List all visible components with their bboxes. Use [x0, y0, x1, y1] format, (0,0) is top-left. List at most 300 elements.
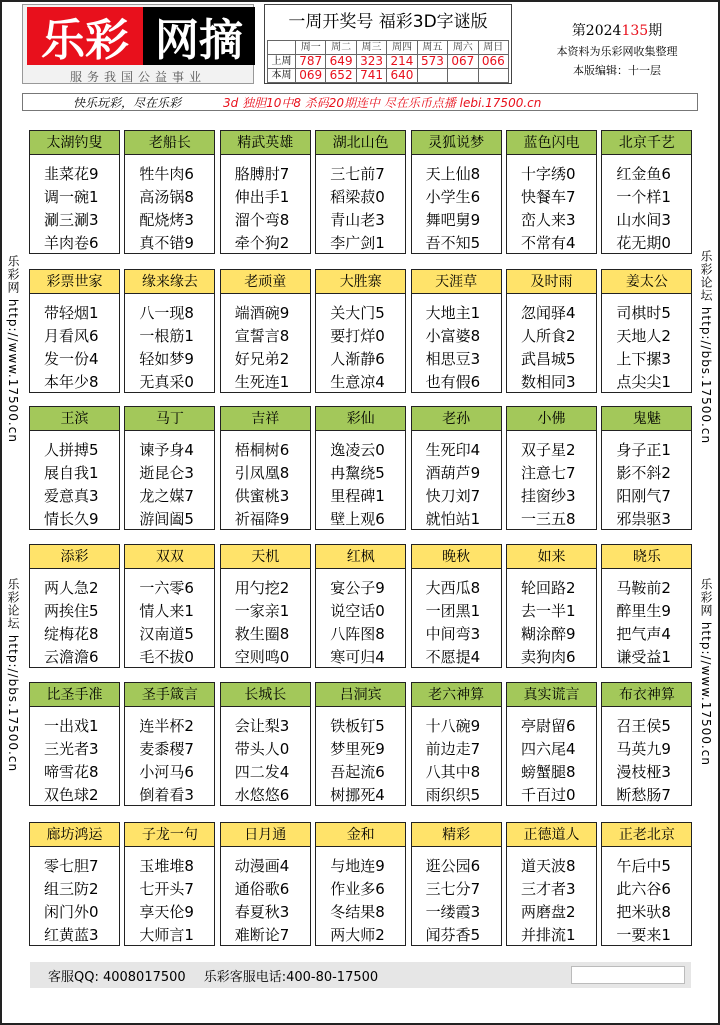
puzzle-cell-title: 鬼魅: [602, 407, 691, 431]
puzzle-cell: [29, 822, 120, 946]
puzzle-line: 三七前7: [330, 165, 385, 183]
puzzle-line: 带头人0: [234, 740, 290, 758]
puzzle-line: 一要来1: [616, 926, 671, 944]
puzzle-line: 真不错9: [139, 234, 194, 252]
puzzle-cell: [601, 822, 692, 946]
puzzle-line: 连半杯2: [139, 717, 194, 735]
puzzle-cell-body: [30, 569, 119, 669]
puzzle-line: 天上仙8: [425, 165, 481, 183]
puzzle-line: 一六零6: [139, 579, 194, 597]
puzzle-cell-body: [316, 155, 405, 255]
issue-number: 135: [621, 23, 649, 39]
puzzle-cell-body: [412, 294, 501, 394]
puzzle-line: 快餐车7: [521, 188, 576, 206]
puzzle-line: 午后中5: [616, 857, 671, 875]
puzzle-cell-body: [221, 847, 310, 947]
puzzle-line: 断愁肠7: [616, 786, 671, 804]
puzzle-line: 三光者3: [44, 740, 99, 758]
puzzle-cell-title: 湖北山色: [316, 131, 405, 155]
puzzle-cell-body: [507, 569, 596, 669]
puzzle-line: 吾不知5: [425, 234, 481, 252]
this-week-row: [268, 69, 509, 83]
puzzle-cell-body: [125, 431, 214, 531]
puzzle-cell-body: [602, 569, 691, 669]
puzzle-line: 四六尾4: [521, 740, 576, 758]
puzzle-line: 红金鱼6: [616, 165, 671, 183]
last-week-label: 上周: [268, 55, 296, 69]
issue-note: 本资料为乐彩网收集整理: [556, 45, 678, 58]
puzzle-line: 快刀刘7: [425, 487, 481, 505]
weekly-draw-panel: [264, 4, 512, 84]
puzzle-line: 司棋时5: [616, 304, 671, 322]
puzzle-line: 人所食2: [521, 327, 576, 345]
banner-slogan: 快乐玩彩，尽在乐彩: [73, 95, 182, 110]
weekday-label: 周四: [387, 41, 417, 55]
puzzle-line: 倒着看3: [139, 786, 194, 804]
puzzle-cell-body: [316, 707, 405, 807]
puzzle-cell-title: 小佛: [507, 407, 596, 431]
puzzle-line: 糊涂醉9: [521, 625, 576, 643]
puzzle-cell: [601, 544, 692, 668]
puzzle-line: 冉黧绕5: [330, 464, 385, 482]
puzzle-cell-title: 缘来缘去: [125, 270, 214, 294]
weekly-draw-table: [267, 40, 509, 83]
puzzle-line: 动漫画4: [234, 857, 290, 875]
draw-number: 652: [326, 69, 356, 83]
puzzle-cell-body: [125, 155, 214, 255]
puzzle-line: 牵个狗2: [234, 234, 290, 252]
puzzle-line: 一缕霞3: [425, 903, 481, 921]
puzzle-cell: [506, 406, 597, 530]
puzzle-line: 数相同3: [521, 373, 576, 391]
puzzle-cell-body: [602, 847, 691, 947]
puzzle-line: 会让梨3: [234, 717, 290, 735]
side-text-right-bottom[interactable]: 乐彩网 http://www.17500.cn: [699, 578, 713, 766]
logo-text-red: 乐彩: [27, 7, 143, 65]
puzzle-line: 卖狗肉6: [521, 648, 576, 666]
puzzle-cell: [315, 822, 406, 946]
puzzle-line: 壁上观6: [330, 510, 385, 528]
issue-editor: 本版编辑：十一层: [573, 64, 661, 77]
puzzle-line: 八一现8: [139, 304, 194, 322]
puzzle-line: 吾起流6: [330, 763, 385, 781]
corner-cell: [268, 41, 296, 55]
puzzle-cell: [220, 544, 311, 668]
puzzle-cell-body: [507, 155, 596, 255]
puzzle-cell: [601, 682, 692, 806]
puzzle-cell-body: [221, 294, 310, 394]
puzzle-line: 用勺挖2: [234, 579, 290, 597]
puzzle-cell-body: [507, 707, 596, 807]
puzzle-cell-body: [316, 294, 405, 394]
puzzle-line: 汉南道5: [139, 625, 194, 643]
puzzle-cell-title: 真实谎言: [507, 683, 596, 707]
puzzle-line: 调一碗1: [44, 188, 99, 206]
puzzle-line: 宴公子9: [330, 579, 385, 597]
draw-number: [417, 69, 447, 83]
puzzle-line: 四二发4: [234, 763, 290, 781]
puzzle-line: 宣誓言8: [234, 327, 290, 345]
puzzle-line: 高汤锅8: [139, 188, 194, 206]
puzzle-line: 寒可归4: [330, 648, 385, 666]
logo-text-black: 网摘: [143, 7, 255, 65]
puzzle-line: 羊肉卷6: [44, 234, 99, 252]
puzzle-line: 爱意真3: [44, 487, 99, 505]
draw-number: 066: [478, 55, 508, 69]
puzzle-cell-body: [412, 155, 501, 255]
puzzle-cell-title: 老六神算: [412, 683, 501, 707]
puzzle-line: 影不斜2: [616, 464, 671, 482]
puzzle-cell-title: 双双: [125, 545, 214, 569]
puzzle-cell-title: 灵狐说梦: [412, 131, 501, 155]
puzzle-cell: [124, 130, 215, 254]
draw-number: 069: [296, 69, 326, 83]
puzzle-line: 螃蟹腿8: [521, 763, 576, 781]
puzzle-line: 两磨盘2: [521, 903, 576, 921]
logo-row: [27, 7, 255, 65]
puzzle-line: 小富婆8: [425, 327, 481, 345]
puzzle-cell-title: 姜太公: [602, 270, 691, 294]
puzzle-line: 铁板钉5: [330, 717, 385, 735]
puzzle-cell: [506, 822, 597, 946]
puzzle-line: 稻梁菽0: [330, 188, 385, 206]
puzzle-line: 千百过0: [521, 786, 576, 804]
puzzle-line: 里程碑1: [330, 487, 385, 505]
puzzle-cell-title: 正德道人: [507, 823, 596, 847]
draw-number: 067: [448, 55, 478, 69]
puzzle-cell-body: [412, 847, 501, 947]
side-text-left-bottom[interactable]: 乐彩论坛 http://bbs.17500.cn: [6, 578, 20, 773]
this-week-label: 本周: [268, 69, 296, 83]
puzzle-line: 把米驮8: [616, 903, 671, 921]
puzzle-cell-body: [30, 431, 119, 531]
puzzle-line: 一三五8: [521, 510, 576, 528]
weekly-draw-title: 一周开奖号 福彩3D字谜版: [288, 12, 488, 32]
puzzle-line: 醉里生9: [616, 602, 671, 620]
puzzle-cell-title: 廊坊鸿运: [30, 823, 119, 847]
puzzle-cell-title: 精彩: [412, 823, 501, 847]
puzzle-line: 要打烊0: [330, 327, 385, 345]
puzzle-line: 玉堆堆8: [139, 857, 194, 875]
puzzle-line: 享天伦9: [139, 903, 194, 921]
puzzle-line: 伸出手1: [234, 188, 290, 206]
puzzle-cell-body: [412, 431, 501, 531]
puzzle-line: 峦人来3: [521, 211, 576, 229]
puzzle-line: 一团黑1: [425, 602, 481, 620]
draw-number: [448, 69, 478, 83]
puzzle-line: 两挨住5: [44, 602, 99, 620]
puzzle-cell-title: 红枫: [316, 545, 405, 569]
puzzle-line: 带轻烟1: [44, 304, 99, 322]
puzzle-cell: [411, 544, 502, 668]
puzzle-line: 空则鸣0: [234, 648, 290, 666]
puzzle-cell: [29, 544, 120, 668]
puzzle-line: 道天波8: [521, 857, 576, 875]
puzzle-cell: [601, 130, 692, 254]
puzzle-cell-body: [125, 707, 214, 807]
puzzle-line: 展自我1: [44, 464, 99, 482]
footer-blank-box: [571, 966, 685, 984]
puzzle-cell: [506, 130, 597, 254]
puzzle-line: 阳刚气7: [616, 487, 671, 505]
puzzle-cell-title: 老孙: [412, 407, 501, 431]
draw-number: 649: [326, 55, 356, 69]
weekday-header-row: [268, 41, 509, 55]
weekday-label: 周六: [448, 41, 478, 55]
puzzle-cell-body: [507, 431, 596, 531]
puzzle-line: 大师言1: [139, 926, 194, 944]
puzzle-cell: [411, 130, 502, 254]
puzzle-line: 春夏秋3: [234, 903, 290, 921]
puzzle-cell-title: 晓乐: [602, 545, 691, 569]
puzzle-cell: [506, 544, 597, 668]
puzzle-line: 忽闻驿4: [521, 304, 576, 322]
puzzle-line: 十字绣0: [521, 165, 576, 183]
puzzle-cell-title: 精武英雄: [221, 131, 310, 155]
puzzle-line: 涮三涮3: [44, 211, 99, 229]
puzzle-cell: [315, 269, 406, 393]
puzzle-cell-body: [125, 569, 214, 669]
puzzle-line: 毛不拔0: [139, 648, 194, 666]
puzzle-cell: [220, 682, 311, 806]
puzzle-cell-title: 布衣神算: [602, 683, 691, 707]
puzzle-line: 祈福降9: [234, 510, 290, 528]
puzzle-line: 不常有4: [521, 234, 576, 252]
puzzle-cell-title: 比圣手准: [30, 683, 119, 707]
issue-suffix: 期: [648, 23, 663, 39]
puzzle-line: 马英九9: [616, 740, 671, 758]
puzzle-cell: [506, 269, 597, 393]
puzzle-cell: [601, 406, 692, 530]
puzzle-cell-title: 马丁: [125, 407, 214, 431]
puzzle-line: 邪祟驱3: [616, 510, 671, 528]
customer-service-phone: 乐彩客服电话:400-80-17500: [203, 969, 379, 985]
puzzle-cell: [411, 269, 502, 393]
puzzle-cell-title: 彩仙: [316, 407, 405, 431]
puzzle-cell: [411, 682, 502, 806]
puzzle-cell-title: 老船长: [125, 131, 214, 155]
puzzle-line: 救生圈8: [234, 625, 290, 643]
puzzle-cell: [29, 406, 120, 530]
puzzle-cell-title: 圣手箴言: [125, 683, 214, 707]
weekday-label: 周日: [478, 41, 508, 55]
puzzle-cell-body: [412, 707, 501, 807]
puzzle-line: 挂窗纱3: [521, 487, 576, 505]
puzzle-line: 就怕站1: [425, 510, 481, 528]
puzzle-line: 八其中8: [425, 763, 481, 781]
puzzle-line: 零七胆7: [44, 857, 99, 875]
promo-banner[interactable]: [22, 93, 698, 111]
puzzle-line: 也有假6: [425, 373, 481, 391]
puzzle-line: 相思豆3: [425, 350, 481, 368]
puzzle-line: 把气声4: [616, 625, 671, 643]
draw-number: 640: [387, 69, 417, 83]
puzzle-cell-title: 天机: [221, 545, 310, 569]
puzzle-line: 情长久9: [44, 510, 99, 528]
puzzle-line: 小河马6: [139, 763, 194, 781]
puzzle-cell: [29, 269, 120, 393]
puzzle-cell-body: [30, 847, 119, 947]
puzzle-line: 上下摞3: [616, 350, 671, 368]
puzzle-cell: [220, 130, 311, 254]
puzzle-line: 无真采0: [139, 373, 194, 391]
puzzle-cell-title: 添彩: [30, 545, 119, 569]
draw-number: 787: [296, 55, 326, 69]
puzzle-cell-title: 吉祥: [221, 407, 310, 431]
puzzle-line: 闻芬香5: [425, 926, 481, 944]
puzzle-line: 并排流1: [521, 926, 576, 944]
puzzle-line: 双子星2: [521, 441, 576, 459]
puzzle-line: 大地主1: [425, 304, 481, 322]
puzzle-line: 不愿提4: [425, 648, 481, 666]
puzzle-line: 闲门外0: [44, 903, 99, 921]
puzzle-line: 两大师2: [330, 926, 385, 944]
puzzle-line: 韭菜花9: [44, 165, 99, 183]
puzzle-line: 逸凌云0: [330, 441, 385, 459]
puzzle-line: 马鞍前2: [616, 579, 671, 597]
weekday-label: 周三: [356, 41, 386, 55]
puzzle-cell: [315, 406, 406, 530]
side-text-right-top[interactable]: 乐彩论坛 http://bbs.17500.cn: [699, 250, 713, 445]
puzzle-cell-body: [602, 294, 691, 394]
last-week-row: [268, 55, 509, 69]
footer-bar: [30, 962, 691, 988]
weekday-label: 周五: [417, 41, 447, 55]
draw-number: [478, 69, 508, 83]
puzzle-line: 通俗歌6: [234, 880, 290, 898]
puzzle-line: 七开头7: [139, 880, 194, 898]
puzzle-cell-title: 老顽童: [221, 270, 310, 294]
puzzle-cell: [220, 406, 311, 530]
puzzle-line: 与地连9: [330, 857, 385, 875]
side-text-left-top[interactable]: 乐彩网 http://www.17500.cn: [6, 255, 20, 443]
puzzle-line: 青山老3: [330, 211, 385, 229]
puzzle-cell-body: [412, 569, 501, 669]
puzzle-line: 此六谷6: [616, 880, 671, 898]
puzzle-cell-body: [125, 294, 214, 394]
puzzle-line: 前边走7: [425, 740, 481, 758]
puzzle-line: 李广剑1: [330, 234, 385, 252]
puzzle-line: 中间弯3: [425, 625, 481, 643]
site-logo[interactable]: [22, 4, 254, 84]
puzzle-line: 生死连1: [234, 373, 290, 391]
puzzle-line: 大西瓜8: [425, 579, 481, 597]
puzzle-line: 龙之媒7: [139, 487, 194, 505]
issue-info: [520, 4, 714, 84]
puzzle-cell-body: [316, 847, 405, 947]
puzzle-line: 舞吧舅9: [425, 211, 481, 229]
puzzle-line: 说空话0: [330, 602, 385, 620]
puzzle-cell-body: [125, 847, 214, 947]
puzzle-cell-body: [30, 294, 119, 394]
puzzle-line: 本年少8: [44, 373, 99, 391]
puzzle-line: 游闾阖5: [139, 510, 194, 528]
puzzle-line: 一家亲1: [234, 602, 290, 620]
puzzle-cell-body: [221, 569, 310, 669]
puzzle-line: 武昌城5: [521, 350, 576, 368]
puzzle-line: 雨织织5: [425, 786, 481, 804]
puzzle-cell: [411, 822, 502, 946]
puzzle-line: 作业多6: [330, 880, 385, 898]
puzzle-cell-body: [602, 431, 691, 531]
puzzle-line: 花无期0: [616, 234, 671, 252]
puzzle-cell-title: 吕洞宾: [316, 683, 405, 707]
puzzle-cell: [601, 269, 692, 393]
puzzle-cell: [124, 269, 215, 393]
banner-promo-link[interactable]: 3d 独胆10中8 杀码20期连中 尽在乐币点播 lebi.17500.cn: [223, 95, 542, 110]
puzzle-line: 关大门5: [330, 304, 385, 322]
puzzle-cell-title: 正老北京: [602, 823, 691, 847]
puzzle-cell-title: 太湖钓叟: [30, 131, 119, 155]
puzzle-line: 配烧烤3: [139, 211, 194, 229]
puzzle-line: 啼雪花8: [44, 763, 99, 781]
puzzle-line: 召王侯5: [616, 717, 671, 735]
puzzle-line: 难断论7: [234, 926, 290, 944]
puzzle-cell: [315, 544, 406, 668]
customer-service-qq: 客服QQ: 4008017500: [48, 969, 186, 985]
puzzle-line: 麦黍稷7: [139, 740, 194, 758]
puzzle-cell-title: 及时雨: [507, 270, 596, 294]
puzzle-line: 生意凉4: [330, 373, 385, 391]
puzzle-cell-body: [602, 707, 691, 807]
puzzle-line: 天地人2: [616, 327, 671, 345]
puzzle-line: 轻如梦9: [139, 350, 194, 368]
puzzle-line: 酒葫芦9: [425, 464, 481, 482]
puzzle-line: 谦受益1: [616, 648, 671, 666]
puzzle-cell-body: [507, 294, 596, 394]
issue-number-line: [520, 20, 714, 40]
puzzle-line: 谏予身4: [139, 441, 194, 459]
puzzle-line: 八阵图8: [330, 625, 385, 643]
puzzle-line: 身子正1: [616, 441, 671, 459]
puzzle-cell-body: [602, 155, 691, 255]
puzzle-line: 人拼搏5: [44, 441, 99, 459]
puzzle-cell-title: 北京千艺: [602, 131, 691, 155]
puzzle-line: 小学生6: [425, 188, 481, 206]
puzzle-line: 三才者3: [521, 880, 576, 898]
puzzle-cell-title: 金和: [316, 823, 405, 847]
puzzle-line: 逝昆仑3: [139, 464, 194, 482]
logo-slogan: 服务我国公益事业: [69, 70, 206, 84]
puzzle-cell: [29, 130, 120, 254]
puzzle-line: 人渐静6: [330, 350, 385, 368]
puzzle-cell-body: [507, 847, 596, 947]
puzzle-line: 一根筋1: [139, 327, 194, 345]
puzzle-cell-title: 如来: [507, 545, 596, 569]
puzzle-cell-title: 大胜寨: [316, 270, 405, 294]
puzzle-cell-title: 彩票世家: [30, 270, 119, 294]
puzzle-cell-title: 天涯草: [412, 270, 501, 294]
puzzle-line: 水悠悠6: [234, 786, 290, 804]
puzzle-cell-body: [221, 431, 310, 531]
puzzle-line: 十八碗9: [425, 717, 481, 735]
puzzle-line: 亭尉留6: [521, 717, 576, 735]
puzzle-line: 生死印4: [425, 441, 481, 459]
puzzle-line: 双色球2: [44, 786, 99, 804]
puzzle-line: 山水间3: [616, 211, 671, 229]
puzzle-cell: [124, 406, 215, 530]
puzzle-line: 梦里死9: [330, 740, 385, 758]
puzzle-cell-title: 蓝色闪电: [507, 131, 596, 155]
puzzle-line: 云澹澹6: [44, 648, 99, 666]
puzzle-line: 冬结果8: [330, 903, 385, 921]
puzzle-cell-body: [30, 155, 119, 255]
puzzle-line: 端酒碗9: [234, 304, 290, 322]
puzzle-line: 轮回路2: [521, 579, 576, 597]
puzzle-cell: [220, 269, 311, 393]
puzzle-cell-title: 日月通: [221, 823, 310, 847]
puzzle-line: 胳膊肘7: [234, 165, 290, 183]
